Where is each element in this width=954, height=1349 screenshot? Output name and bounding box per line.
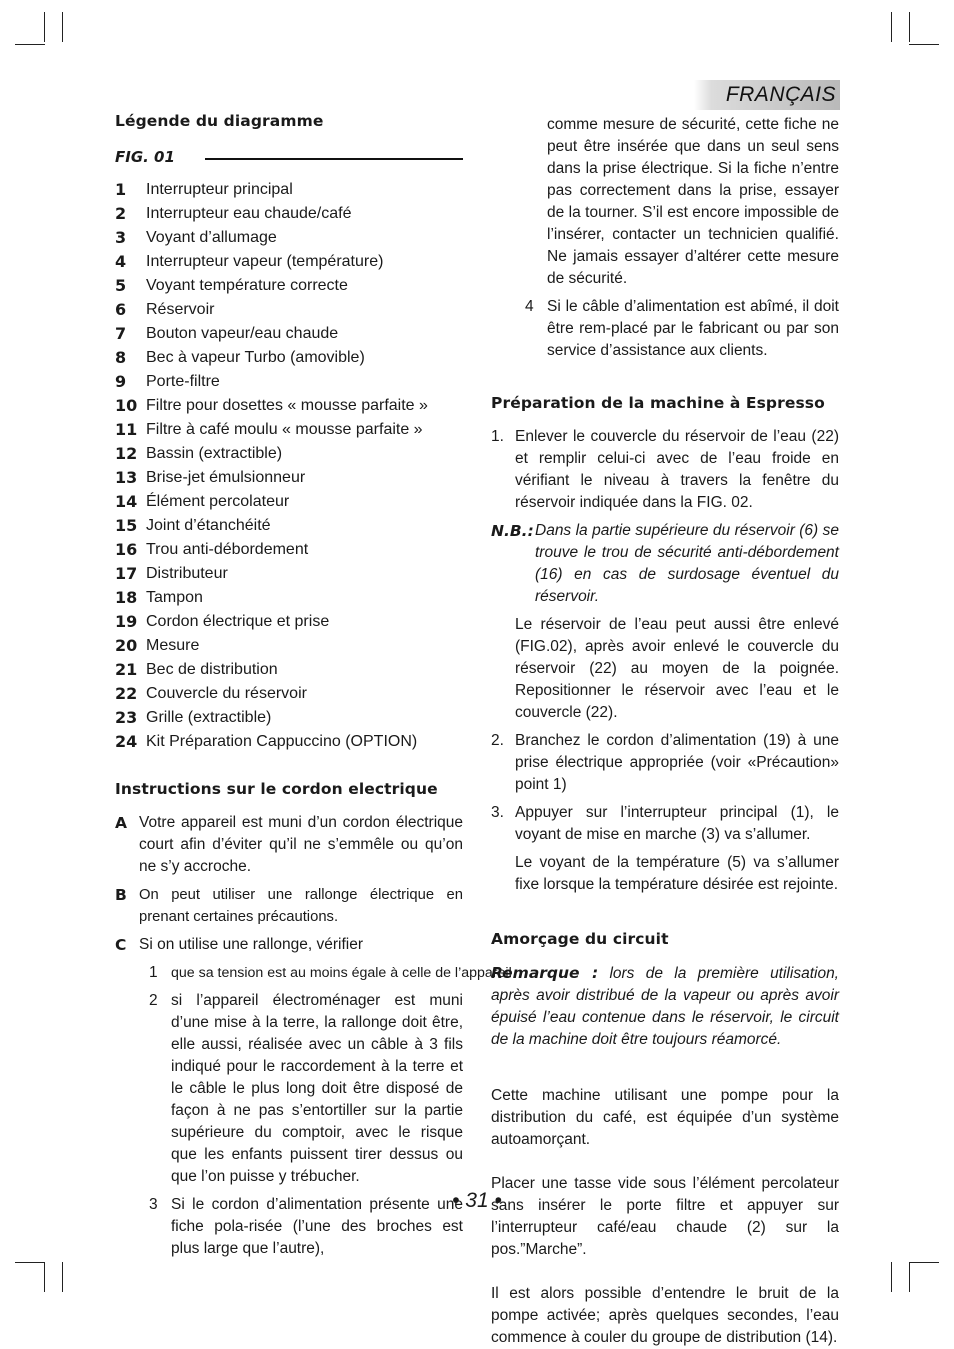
cord-subitem-1 xyxy=(139,962,512,984)
prime-paragraph-2: Placer une tasse vide sous l’élément percolateur sans insérer le porte filtre et appuyer sur l’interrupteur café/eau chaude (2) sur la pos.”Marche”. xyxy=(491,1175,839,1258)
cord-subitem-3-continued xyxy=(491,114,839,290)
legend-item-number: 13 xyxy=(115,468,138,487)
cord-title: Instructions sur le cordon electrique xyxy=(115,780,438,798)
legend-item xyxy=(115,418,463,442)
legend-item xyxy=(115,322,463,346)
legend-item-label: Filtre à café moulu « mousse parfaite » xyxy=(146,421,423,438)
legend-item-number: 18 xyxy=(115,588,138,607)
legend-item xyxy=(115,658,463,682)
subitem-text: si l’appareil électroménager est muni d’une mise à la terre, la rallonge doit être, elle aussi, réalisée avec un câble à 3 fils indiqué pour le raccordement à la terre et le câble le plus long doit être disposé de façon à ne pas s’entortiller sur la partie supérieure du comptoir, avec le risque que les enfants puissent tirer dessus ou que l’on puisse y trébucher. xyxy=(171,992,463,1185)
subitem-text: Si le cordon d’alimentation présente une fiche pola-risée (l’une des broches est plus large que l’autre), xyxy=(171,1196,463,1257)
legend-item-label: Porte-filtre xyxy=(146,373,220,390)
legend-item-label: Mesure xyxy=(146,637,200,654)
legend-item xyxy=(115,730,463,754)
legend-item-label: Élément percolateur xyxy=(146,493,290,510)
legend-item-label: Réservoir xyxy=(146,301,215,318)
legend-item-label: Bec à vapeur Turbo (amovible) xyxy=(146,349,365,366)
figure-rule xyxy=(205,158,463,160)
legend-item-label: Interrupteur principal xyxy=(146,181,293,198)
subitem-label: 4 xyxy=(525,298,534,315)
prime-title: Amorçage du circuit xyxy=(491,930,669,948)
legend-item-label: Trou anti-débordement xyxy=(146,541,309,558)
legend-item-label: Grille (extractible) xyxy=(146,709,272,726)
figure-label: FIG. 01 xyxy=(115,148,175,166)
prep-section xyxy=(491,392,839,896)
remark-body: lors de la première utilisation, après avoir distribué de la vapeur ou après avoir épuisé l’eau contenue dans le réservoir, le circuit de la machine doit être toujours réamorcé. xyxy=(491,965,839,1048)
legend-item xyxy=(115,514,463,538)
legend-item-label: Interrupteur eau chaude/café xyxy=(146,205,352,222)
step-text: Branchez le cordon d’alimentation (19) à une prise électrique appropriée (voir «Précaution» point 1) xyxy=(515,732,839,793)
prep-title: Préparation de la machine à Espresso xyxy=(491,394,825,412)
item-text: Votre appareil est muni d’un cordon électrique court afin d’éviter qu’il ne s’emmêle ou qu’on ne s’y accroche. xyxy=(139,814,463,875)
legend-item-number: 6 xyxy=(115,300,127,319)
item-text: On peut utiliser une rallonge électrique en prenant certaines précautions. xyxy=(139,887,463,925)
legend-item-label: Bassin (extractible) xyxy=(146,445,283,462)
legend-item xyxy=(115,610,463,634)
legend-item xyxy=(115,202,463,226)
cord-subitem-2 xyxy=(139,990,463,1188)
item-label: A xyxy=(115,814,127,832)
legend-item xyxy=(115,370,463,394)
prime-section xyxy=(491,928,839,1349)
crop-mark xyxy=(62,12,63,42)
legend-item-label: Tampon xyxy=(146,589,203,606)
legend-item-label: Filtre pour dosettes « mousse parfaite » xyxy=(146,397,428,414)
note-label: N.B.: xyxy=(491,522,534,540)
page-number: • 31 • xyxy=(452,1189,502,1212)
legend-item-label: Cordon électrique et prise xyxy=(146,613,330,630)
subitem-label: 3 xyxy=(149,1196,158,1213)
legend-item-number: 14 xyxy=(115,492,138,511)
legend-item-number: 8 xyxy=(115,348,127,367)
subitem-text: comme mesure de sécurité, cette fiche ne peut être insérée que dans un seul sens dans la prise électrique. Si la fiche n’entre pas correctement dans la prise, essayer de la tourner. S’il est encore impossible de l’insérer, contacter un technicien qualifié. Ne jamais essayer d’altérer cette mesure de sécurité. xyxy=(547,116,839,287)
subitem-label: 1 xyxy=(149,964,158,981)
right-column xyxy=(491,110,839,1349)
legend-item-number: 12 xyxy=(115,444,138,463)
step-text: Enlever le couvercle du réservoir de l’eau (22) et remplir celui-ci avec de l’eau froide en vérifiant le niveau à travers la fenêtre du réservoir indiquée dans la FIG. 02. xyxy=(515,428,839,511)
legend-item xyxy=(115,274,463,298)
legend-item-label: Voyant température correcte xyxy=(146,277,348,294)
step-label: 1. xyxy=(491,428,504,445)
legend-item xyxy=(115,226,463,250)
legend-item-number: 16 xyxy=(115,540,138,559)
legend-item-number: 22 xyxy=(115,684,138,703)
legend-item-label: Bouton vapeur/eau chaude xyxy=(146,325,339,342)
legend-item-label: Interrupteur vapeur (température) xyxy=(146,253,384,270)
legend-item-number: 2 xyxy=(115,204,127,223)
subitem-text: Si le câble d’alimentation est abîmé, il doit être rem-placé par le fabricant ou par son service d’assistance aux clients. xyxy=(547,298,839,359)
legend-item xyxy=(115,538,463,562)
legend-item xyxy=(115,634,463,658)
legend-item xyxy=(115,562,463,586)
legend-item-label: Joint d’étanchéité xyxy=(146,517,271,534)
remark-label: Remarque : xyxy=(491,964,599,982)
legend-item xyxy=(115,178,463,202)
crop-mark xyxy=(62,1262,63,1292)
legend-item-label: Distributeur xyxy=(146,565,228,582)
legend-item xyxy=(115,466,463,490)
prep-step-1 xyxy=(491,426,839,514)
prep-step-2 xyxy=(491,730,839,796)
language-label: FRANÇAIS xyxy=(725,83,836,106)
crop-mark xyxy=(891,1262,892,1292)
item-text: Si on utilise une rallonge, vérifier xyxy=(139,936,364,953)
legend-item xyxy=(115,394,463,418)
crop-mark xyxy=(909,1262,939,1263)
legend-item-number: 9 xyxy=(115,372,127,391)
legend-item xyxy=(115,586,463,610)
legend-item-label: Brise-jet émulsionneur xyxy=(146,469,306,486)
legend-item-label: Kit Préparation Cappuccino (OPTION) xyxy=(146,733,418,750)
legend-item-number: 24 xyxy=(115,732,138,751)
legend-item xyxy=(115,706,463,730)
step-label: 2. xyxy=(491,732,504,749)
cord-item-a xyxy=(115,812,463,878)
crop-mark xyxy=(909,12,910,42)
legend-item-label: Couvercle du réservoir xyxy=(146,685,307,702)
crop-mark xyxy=(44,12,45,42)
prime-paragraph-3: Il est alors possible d’entendre le bruit de la pompe activée; après quelques secondes, l’eau commence à couler du groupe de distribution (14). xyxy=(491,1285,839,1346)
crop-mark xyxy=(15,44,45,45)
figure-caption xyxy=(115,146,463,168)
note-text: Dans la partie supérieure du réservoir (6) se trouve le trou de sécurité anti-débordement (16) en cas de surdosage éventuel du réservoir. xyxy=(535,522,839,605)
legend-item-label: Bec de distribution xyxy=(146,661,278,678)
crop-mark xyxy=(15,1262,45,1263)
legend-item-number: 5 xyxy=(115,276,127,295)
cord-subitem-4 xyxy=(491,296,839,362)
legend-item-number: 10 xyxy=(115,396,138,415)
legend-item-number: 4 xyxy=(115,252,127,271)
language-tab xyxy=(694,80,840,110)
legend-item-number: 20 xyxy=(115,636,138,655)
step-label: 3. xyxy=(491,804,504,821)
legend-item-number: 19 xyxy=(115,612,138,631)
crop-mark xyxy=(909,1262,910,1292)
step-text: Appuyer sur l’interrupteur principal (1), le voyant de mise en marche (3) va s’allumer. xyxy=(515,804,839,843)
subitem-label: 2 xyxy=(149,992,158,1009)
legend-item xyxy=(115,250,463,274)
legend-item-number: 7 xyxy=(115,324,127,343)
legend-item-label: Voyant d’allumage xyxy=(146,229,277,246)
prep-note xyxy=(491,520,839,608)
legend-item xyxy=(115,298,463,322)
legend-item-number: 17 xyxy=(115,564,138,583)
crop-mark xyxy=(909,44,939,45)
subitem-text: que sa tension est au moins égale à celle de l’appareil xyxy=(171,965,512,981)
legend-list xyxy=(115,178,463,754)
prep-step-3-extra: Le voyant de la température (5) va s’allumer fixe lorsque la température désirée est rejointe. xyxy=(515,854,839,893)
prime-remark xyxy=(491,962,839,1051)
cord-item-c xyxy=(115,934,463,956)
legend-item-number: 11 xyxy=(115,420,138,439)
legend-title: Légende du diagramme xyxy=(115,112,324,130)
prime-paragraph-1: Cette machine utilisant une pompe pour la distribution du café, est équipée d’un système autoamorçant. xyxy=(491,1087,839,1148)
prep-step-1-extra: Le réservoir de l’eau peut aussi être enlevé (FIG.02), après avoir enlevé le couvercle du réservoir (22) au moyen de la poignée. Repositionner le réservoir avec l’eau et le couvercle (22). xyxy=(515,616,839,721)
cord-item-b xyxy=(115,884,463,928)
remark-text xyxy=(491,962,839,1051)
legend-item-number: 3 xyxy=(115,228,127,247)
legend-item xyxy=(115,490,463,514)
legend-item-number: 1 xyxy=(115,180,127,199)
legend-item-number: 23 xyxy=(115,708,138,727)
item-label: C xyxy=(115,936,127,954)
item-label: B xyxy=(115,886,127,904)
legend-item xyxy=(115,346,463,370)
crop-mark xyxy=(891,12,892,42)
legend-item xyxy=(115,682,463,706)
legend-item-number: 15 xyxy=(115,516,138,535)
legend-item xyxy=(115,442,463,466)
crop-mark xyxy=(44,1262,45,1292)
prep-step-3 xyxy=(491,802,839,846)
legend-item-number: 21 xyxy=(115,660,138,679)
